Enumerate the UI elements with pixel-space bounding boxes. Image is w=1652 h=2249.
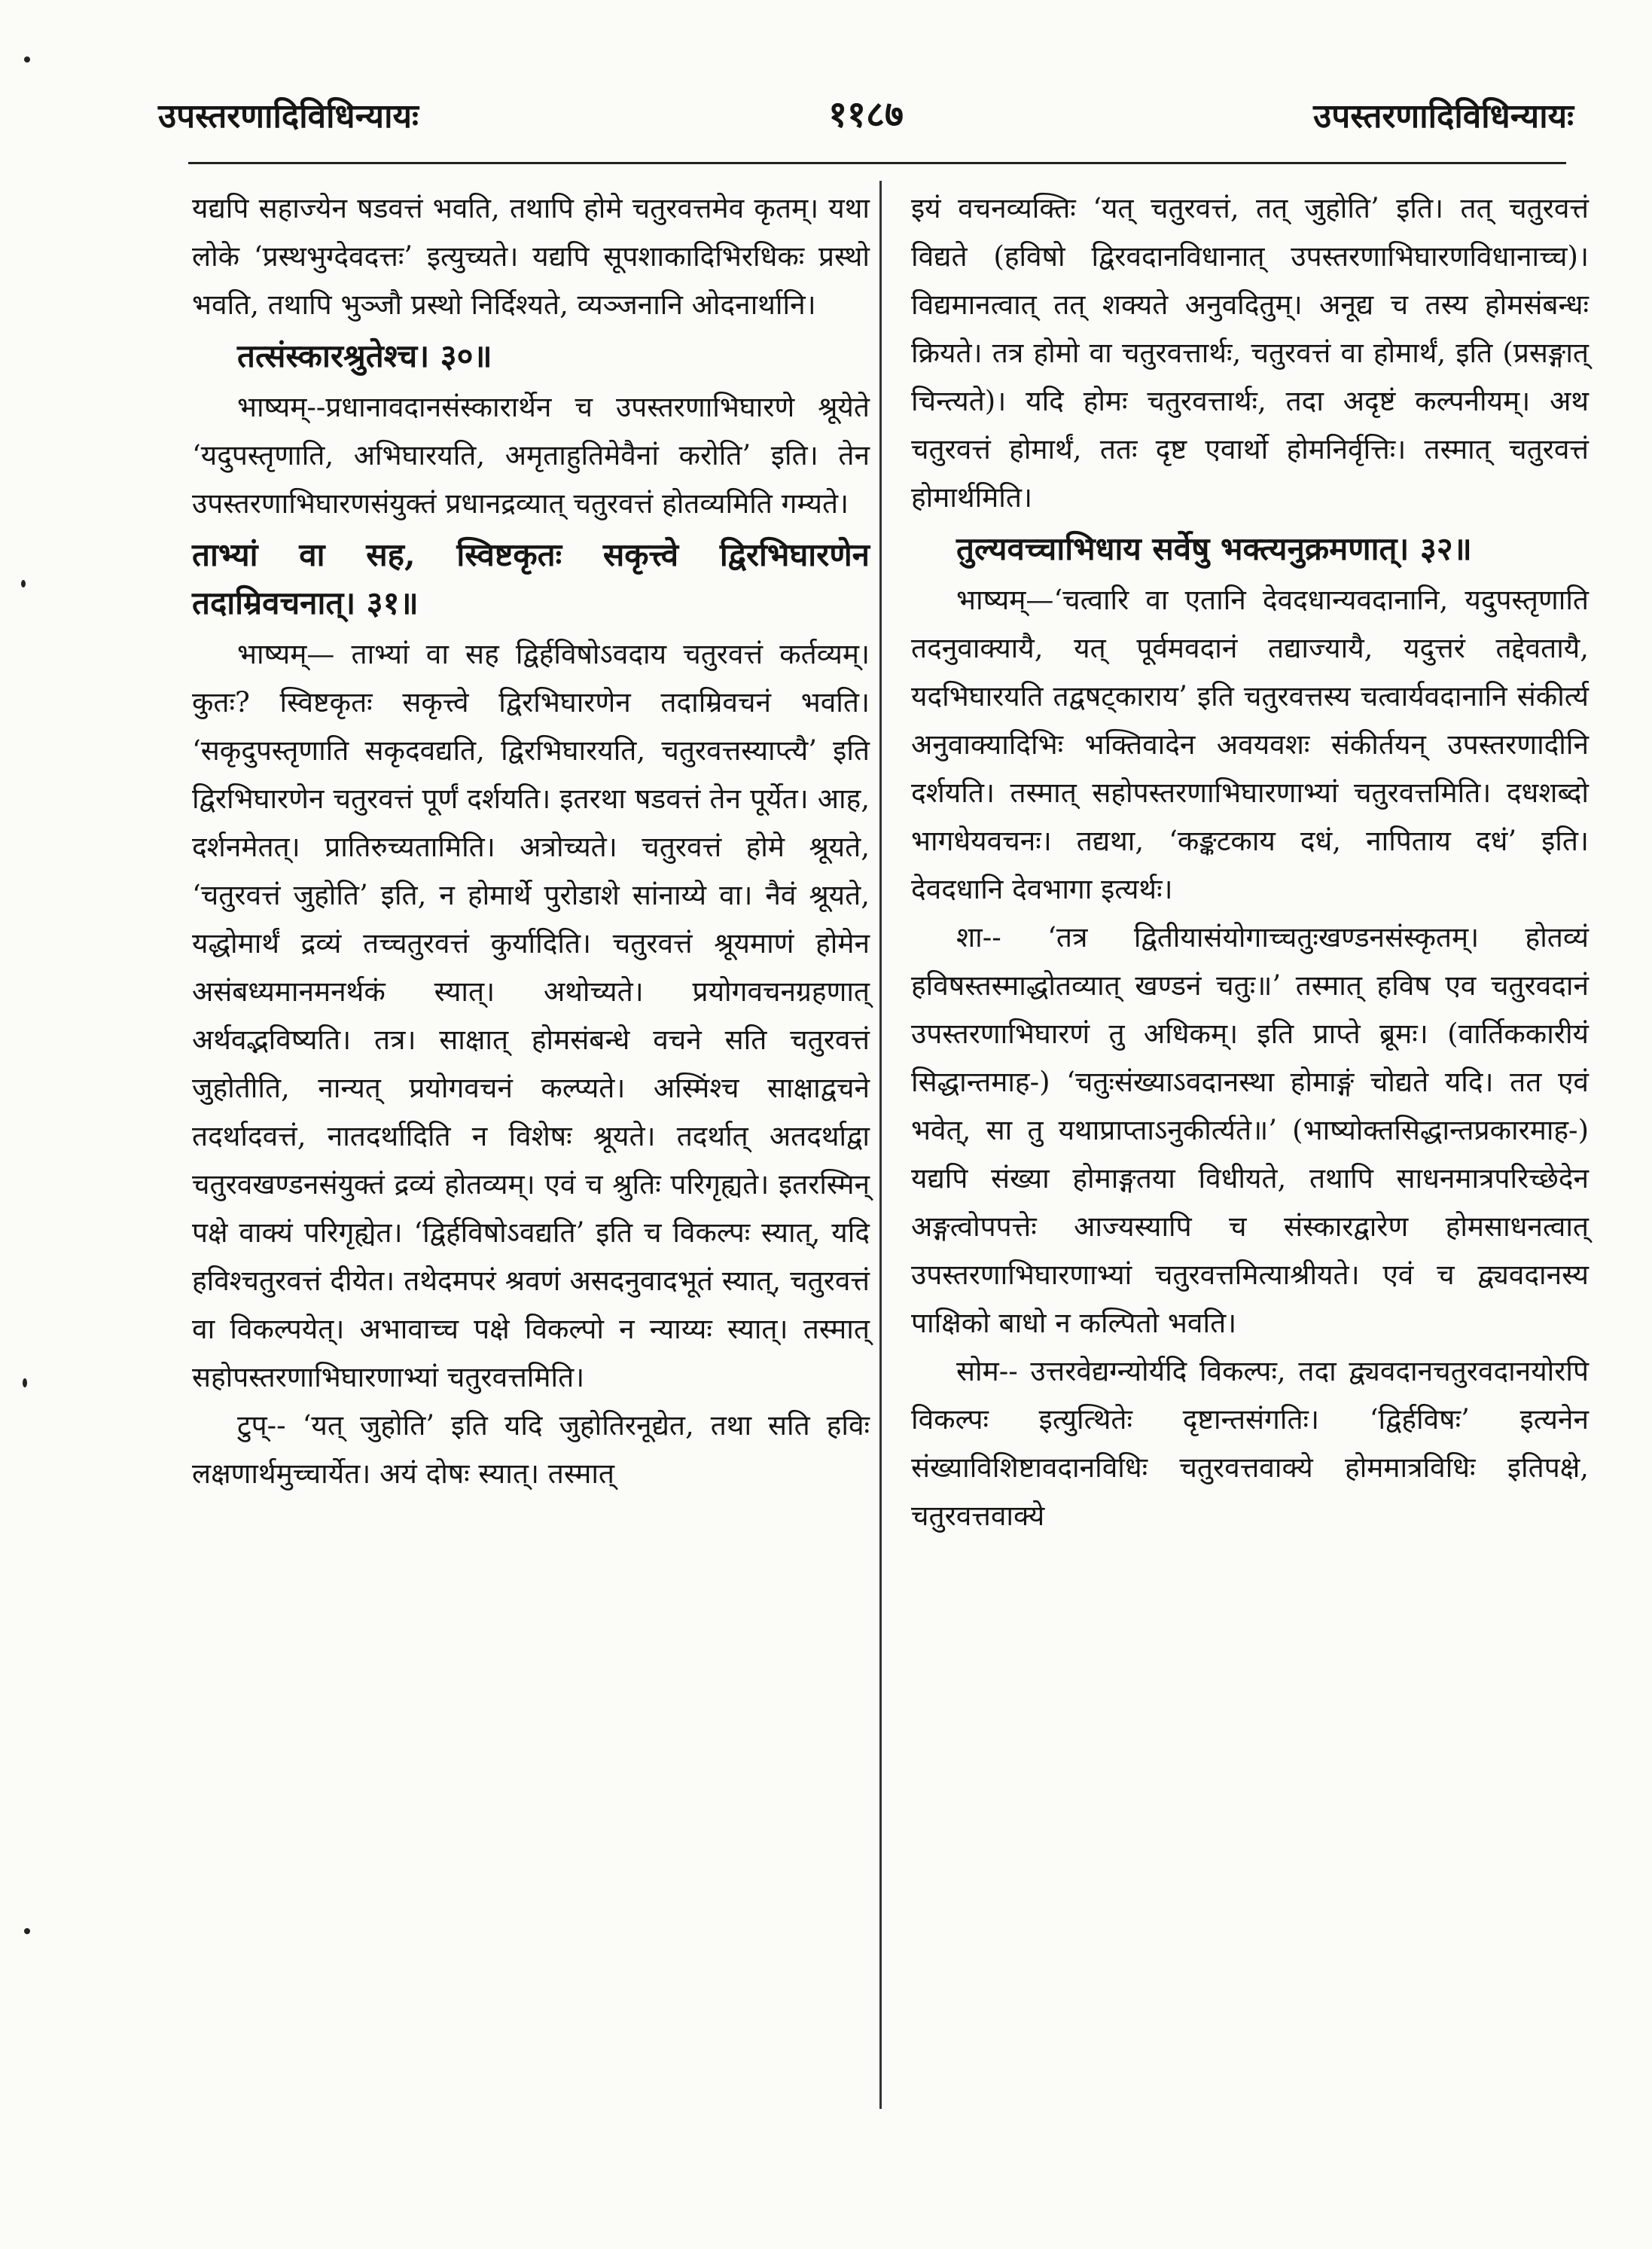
sutra-heading: ताभ्यां वा सह, स्विष्टकृतः सकृत्त्वे द्विरभिघारणेन तदाम्रिवचनात्। ३१॥	[192, 536, 870, 621]
scan-speck	[24, 1928, 30, 1934]
page-number: ११८७	[828, 93, 904, 136]
scan-speck	[24, 56, 30, 63]
left-column	[192, 185, 870, 1498]
paragraph: यद्यपि सहाज्येन षडवत्तं भवति, तथापि होमे चतुरवत्तमेव कृतम्। यथा लोके ‘प्रस्थभुग्देवदत्तः’ इत्युच्यते। यद्यपि सूपशाकादिभिरधिकः प्रस्थो भवति, तथापि भुञ्जौ प्रस्थो निर्दिश्यते, व्यञ्जनानि ओदनार्थानि।	[192, 192, 870, 321]
paragraph: सोम-- उत्तरवेद्यग्न्योर्यदि विकल्पः, तदा द्व्यवदानचतुरवदानयोरपि विकल्पः इत्युत्थितेः दृष्टान्तसंगतिः। ‘द्विर्हविषः’ इत्यनेन संख्याविशिष्टावदानविधिः चतुरवत्तवाक्ये होममात्रविधिः इतिपक्षे, चतुरवत्तवाक्ये	[911, 1355, 1589, 1532]
page-header	[158, 83, 1574, 143]
paragraph: भाष्यम्—‘चत्वारि वा एतानि देवदधान्यवदानानि, यदुपस्तृणाति तदनुवाक्यायै, यत् पूर्वमवदानं तद्याज्यायै, यदुत्तरं तद्देवतायै, यदभिघारयति तद्वषट्काराय’ इति चतुरवत्तस्य चत्वार्यवदानानि संकीर्त्य अनुवाक्यादिभिः भक्तिवादेन अवयवशः संकीर्तयन् उपस्तरणादीनि दर्शयति। तस्मात् सहोपस्तरणाभिघारणाभ्यां चतुरवत्तमिति। दधशब्दो भागधेयवचनः। तद्यथा, ‘कङ्कटकाय दधं, नापिताय दधं’ इति। देवदधानि देवभागा इत्यर्थः।	[911, 584, 1589, 905]
sutra-heading: तुल्यवच्चाभिधाय सर्वेषु भक्त्यनुक्रमणात्। ३२॥	[956, 530, 1472, 567]
column-divider	[879, 181, 882, 2109]
header-left-title: उपस्तरणादिविधिन्यायः	[158, 97, 419, 136]
header-right-title: उपस्तरणादिविधिन्यायः	[1313, 97, 1574, 136]
paragraph: भाष्यम्— ताभ्यां वा सह द्विर्हविषोऽवदाय चतुरवत्तं कर्तव्यम्। कुतः? स्विष्टकृतः सकृत्त्वे द्विरभिघारणेन तदाम्रिवचनं भवति। ‘सकृदुपस्तृणाति सकृदवद्यति, द्विरभिघारयति, चतुरवत्तस्याप्त्यै’ इति द्विरभिघारणेन चतुरवत्तं पूर्णं दर्शयति। इतरथा षडवत्तं तेन पूर्येत। आह, दर्शनमेतत्। प्रातिरुच्यतामिति। अत्रोच्यते। चतुरवत्तं होमे श्रूयते, ‘चतुरवत्तं जुहोति’ इति, न होमार्थे पुरोडाशे सांनाय्ये वा। नैवं श्रूयते, यद्धोमार्थं द्रव्यं तच्चतुरवत्तं कुर्यादिति। चतुरवत्तं श्रूयमाणं होमेन असंबध्यमानमनर्थकं स्यात्। अथोच्यते। प्रयोगवचनग्रहणात् अर्थवद्भविष्यति। तत्र। साक्षात् होमसंबन्धे वचने सति चतुरवत्तं जुहोतीति, नान्यत् प्रयोगवचनं कल्प्यते। अस्मिंश्च साक्षाद्वचने तदर्थादवत्तं, नातदर्थादिति न विशेषः श्रूयते। तदर्थात् अतदर्थाद्वा चतुरवखण्डनसंयुक्तं द्रव्यं होतव्यम्। एवं च श्रुतिः परिगृह्यते। इतरस्मिन् पक्षे वाक्यं परिगृह्येत। ‘द्विर्हविषोऽवद्यति’ इति च विकल्पः स्यात्, यदि हविश्चतुरवत्तं दीयेत। तथेदमपरं श्रवणं असदनुवादभूतं स्यात्, चतुरवत्तं वा विकल्पयेत्। अभावाच्च पक्षे विकल्पो न न्याय्यः स्यात्। तस्मात् सहोपस्तरणाभिघारणाभ्यां चतुरवत्तमिति।	[192, 638, 870, 1393]
paragraph: शा-- ‘तत्र द्वितीयासंयोगाच्चतुःखण्डनसंस्कृतम्। होतव्यं हविषस्तस्माद्धोतव्यात् खण्डनं चतुः॥’ तस्मात् हविष एव चतुरवदानं उपस्तरणाभिघारणं तु अधिकम्। इति प्राप्ते ब्रूमः। (वार्तिककारीयं सिद्धान्तमाह-) ‘चतुःसंख्याऽवदानस्था होमाङ्गं चोद्यते यदि। तत एवं भवेत्, सा तु यथाप्राप्ताऽनुकीर्त्यते॥’ (भाष्योक्तसिद्धान्तप्रकारमाह-) यद्यपि संख्या होमाङ्गतया विधीयते, तथापि साधनमात्रपरिच्छेदेन अङ्गत्वोपपत्तेः आज्यस्यापि च संस्कारद्वारेण होमसाधनत्वात् उपस्तरणाभिघारणाभ्यां चतुरवत्तमित्याश्रीयते। एवं च द्व्यवदानस्य पाक्षिको बाधो न कल्पितो भवति।	[911, 921, 1589, 1339]
right-column	[911, 185, 1589, 1540]
scan-speck	[21, 580, 26, 587]
paragraph: टुप्-- ‘यत् जुहोति’ इति यदि जुहोतिरनूद्येत, तथा सति हविः लक्षणार्थमुच्चार्येत। अयं दोषः स्यात्। तस्मात्	[192, 1409, 870, 1490]
scan-speck	[23, 1378, 27, 1387]
sutra-heading: तत्संस्कारश्रुतेश्च। ३०॥	[237, 337, 492, 374]
paragraph: इयं वचनव्यक्तिः ‘यत् चतुरवत्तं, तत् जुहोति’ इति। तत् चतुरवत्तं विद्यते (हविषो द्विरवदानविधानात् उपस्तरणाभिघारणविधानाच्च)। विद्यमानत्वात् तत् शक्यते अनुवदितुम्। अनूद्य च तस्य होमसंबन्धः क्रियते। तत्र होमो वा चतुरवत्तार्थः, चतुरवत्तं वा होमार्थं, इति (प्रसङ्गात् चिन्त्यते)। यदि होमः चतुरवत्तार्थः, तदा अदृष्टं कल्पनीयम्। अथ चतुरवत्तं होमार्थं, ततः दृष्ट एवार्थो होमनिर्वृत्तिः। तस्मात् चतुरवत्तं होमार्थमिति।	[911, 192, 1589, 514]
header-rule	[188, 162, 1566, 164]
paragraph: भाष्यम्--प्रधानावदानसंस्कारार्थेन च उपस्तरणाभिघारणे श्रूयेते ‘यदुपस्तृणाति, अभिघारयति, अमृताहुतिमेवैनां करोति’ इति। तेन उपस्तरणाभिघारणसंयुक्तं प्रधानद्रव्यात् चतुरवत्तं होतव्यमिति गम्यते।	[192, 391, 870, 520]
